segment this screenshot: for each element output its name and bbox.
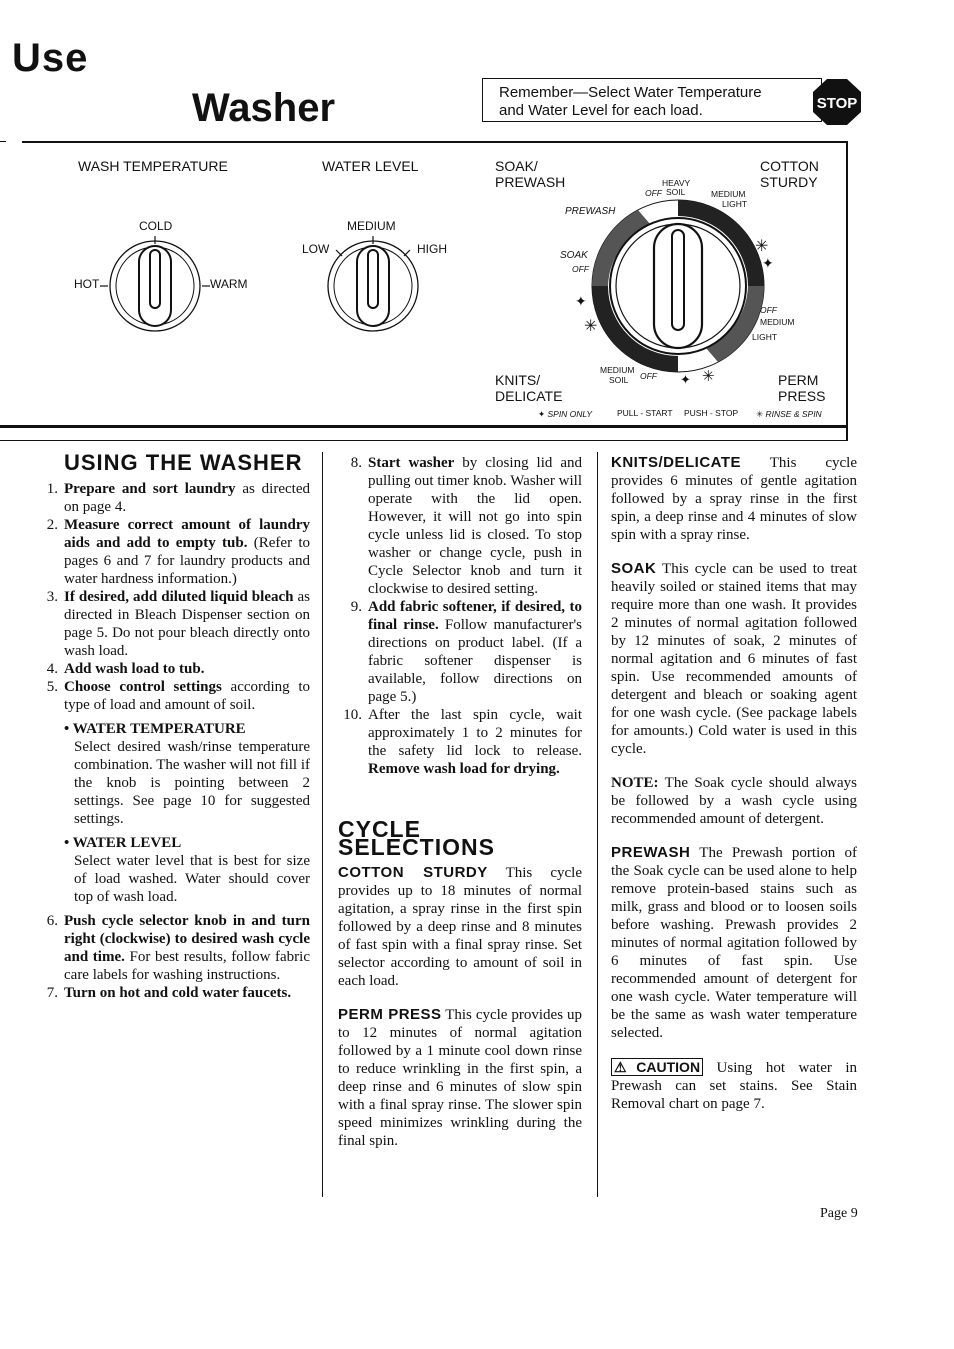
panel-bottom-rule: [0, 425, 848, 428]
legend-pull-start: PULL - START: [617, 408, 673, 418]
column-cycle-selections: [338, 454, 582, 1166]
wash-temperature-knob[interactable]: [100, 236, 210, 336]
step-10: 10. After the last spin cycle, wait approximately 1 to 2 minutes for the safety lid lock to release. Remove wash load for drying.: [343, 707, 582, 777]
reminder-line-2: and Water Level for each load.: [499, 102, 703, 119]
cotton-sturdy-paragraph: COTTON STURDY This cycle provides up to 18 minutes of normal agitation, a spray rinse in the first spin followed by a deep rinse and 8 minutes of fast spin with a final spray rinse. Set selector according to amount of soil in each load.: [338, 864, 582, 989]
column-using-washer: [46, 450, 311, 1002]
step-8: 8. Start washer by closing lid and pulling out timer knob. Washer will operate with the lid open. However, it will not go into spin cycle unless lid is closed. To stop washer or change cycle, push in Cycle Selector knob and turn it clockwise to desired setting.: [350, 455, 582, 597]
header-rule: [22, 141, 848, 143]
panel-right-rule: [846, 141, 848, 441]
soak-off-label: OFF: [572, 264, 589, 274]
cotton-sturdy-label: COTTON STURDY: [760, 158, 819, 190]
legend-spin-only: ✦ SPIN ONLY: [538, 409, 593, 419]
medium-soil-label: MEDIUM: [711, 189, 746, 199]
legend-rinse-spin: ✳ RINSE & SPIN: [756, 409, 822, 419]
perm-press-label: PERM PRESS: [778, 372, 826, 404]
off-label: OFF: [645, 188, 662, 198]
soak-paragraph: SOAK This cycle can be used to treat heavily soiled or stained items that may require more than one wash. It provides 2 minutes of normal agitation followed by 12 minutes of soak, 2 minutes of normal agitation and 6 minutes of fast spin. Use recommended amounts of detergent and bleach or soaking agent for one wash cycle. (See package labels for amounts.) Cold water is used in this cycle.: [611, 560, 857, 757]
warm-label: WARM: [210, 277, 248, 291]
caution-badge: ⚠CAUTION: [611, 1058, 703, 1076]
rinse-spin-icon-left: ✳: [584, 318, 598, 335]
page-number: Page 9: [820, 1206, 858, 1221]
spin-only-icon-bottom: ✦: [680, 372, 691, 387]
spin-only-icon: ✦: [762, 257, 774, 272]
step-7: 7. Turn on hot and cold water faucets.: [46, 985, 292, 1001]
stop-sign-label: STOP: [816, 95, 858, 112]
reminder-box: [482, 78, 822, 122]
rinse-spin-icon-bottom: ✳: [702, 369, 715, 385]
rinse-spin-icon: ✳: [755, 238, 769, 255]
step-3: 3. If desired, add diluted liquid bleach as directed in Bleach Dispenser section on page 5. Do not pour bleach directly onto wash load.: [46, 589, 311, 659]
step-6: 6. Push cycle selector knob in and turn right (clockwise) to desired wash cycle and time. For best results, follow fabric care labels for washing instructions.: [46, 913, 310, 983]
wash-temp-label: WASH TEMPERATURE: [78, 158, 228, 174]
prewash-dial-label: PREWASH: [565, 206, 616, 217]
right-medium-label: MEDIUM: [760, 317, 795, 327]
step-4: 4. Add wash load to tub.: [46, 661, 205, 677]
step-1: 1. Prepare and sort laundry as directed on page 4.: [46, 481, 310, 515]
cold-label: COLD: [139, 219, 173, 233]
caution-paragraph: ⚠CAUTION Using hot water in Prewash can set stains. See Stain Removal chart on page 7.: [611, 1059, 857, 1112]
water-level-label: WATER LEVEL: [322, 158, 419, 174]
water-level-knob[interactable]: [318, 236, 428, 336]
perm-press-paragraph: PERM PRESS This cycle provides up to 12 minutes of normal agitation followed by a 1 minute cool down rinse to reduce wrinkling in the first spin, a deep rinse and 6 minutes of slow spin with a final spray rinse. The slower spin speed minimizes wrinkling during the final spin.: [338, 1006, 582, 1149]
low-label: LOW: [302, 242, 330, 256]
cycle-selector-knob[interactable]: [588, 196, 768, 376]
bottom-medium-label: MEDIUM: [600, 365, 635, 375]
column-divider-1: [322, 452, 323, 1197]
section-title: Use: [12, 36, 89, 80]
spin-only-icon-left: ✦: [575, 295, 587, 310]
stop-sign-icon: [812, 78, 862, 126]
legend-push-stop: PUSH - STOP: [684, 408, 739, 418]
using-washer-heading: USING THE WASHER: [64, 450, 303, 475]
step-5: 5. Choose control settings according to type of load and amount of soil.: [46, 679, 310, 713]
water-temperature-subsection: • WATER TEMPERATURE Select desired wash/rinse temperature combination. The washer will not fill if the knob is pointing between 2 settings. See page 10 for suggested settings.: [64, 721, 310, 827]
soak-prewash-label: SOAK/ PREWASH: [495, 158, 566, 190]
high-label: HIGH: [417, 242, 447, 256]
column-cycle-details: [611, 454, 857, 1129]
note-paragraph: NOTE: The Soak cycle should always be followed by a wash cycle using recommended amount of detergent.: [611, 775, 857, 827]
right-off-label: OFF: [760, 305, 777, 315]
prewash-paragraph: PREWASH The Prewash portion of the Soak cycle can be used alone to help remove protein-based stains such as milk, grass and blood or to loosen soils before washing. Prewash provides 2 minutes of normal agitation followed by 6 minutes of fast spin. Use recommended amount of detergent for one wash cycle. Water temperature will be the same as wash water temperature selected.: [611, 844, 857, 1041]
right-light-label: LIGHT: [752, 332, 778, 342]
bottom-soil-label: SOIL: [609, 375, 629, 385]
knits-delicate-paragraph: KNITS/DELICATE This cycle provides 6 minutes of gentle agitation followed by a spray rinse in the first spin, a deep rinse and 4 minutes of slow spin with a spray rinse.: [611, 454, 857, 543]
soil-label: SOIL: [666, 187, 686, 197]
step-2: 2. Measure correct amount of laundry aids and add to empty tub. (Refer to pages 6 and 7 for laundry products and water hardness information.): [46, 517, 310, 587]
hot-label: HOT: [74, 277, 100, 291]
light-soil-label: LIGHT: [722, 199, 748, 209]
cycle-selections-heading: CYCLE SELECTIONS: [338, 816, 495, 860]
reminder-line-1: Remember—Select Water Temperature: [499, 84, 762, 101]
column-divider-2: [597, 452, 598, 1197]
knits-delicate-label: KNITS/ DELICATE: [495, 372, 563, 404]
page-title: Washer: [192, 86, 336, 130]
water-level-subsection: • WATER LEVEL Select water level that is best for size of load washed. Water should cover top of wash load.: [64, 835, 310, 905]
rule-tick: [0, 141, 6, 142]
bottom-off-label: OFF: [640, 371, 657, 381]
soak-dial-label: SOAK: [560, 250, 588, 261]
medium-level-label: MEDIUM: [347, 219, 396, 233]
panel-bottom-rule-2: [0, 440, 848, 441]
heavy-label: HEAVY: [662, 178, 691, 188]
step-9: 9. Add fabric softener, if desired, to final rinse. Follow manufacturer's directions on product label. (If a fabric softener dispenser is available, follow directions on page 5.): [350, 599, 582, 705]
